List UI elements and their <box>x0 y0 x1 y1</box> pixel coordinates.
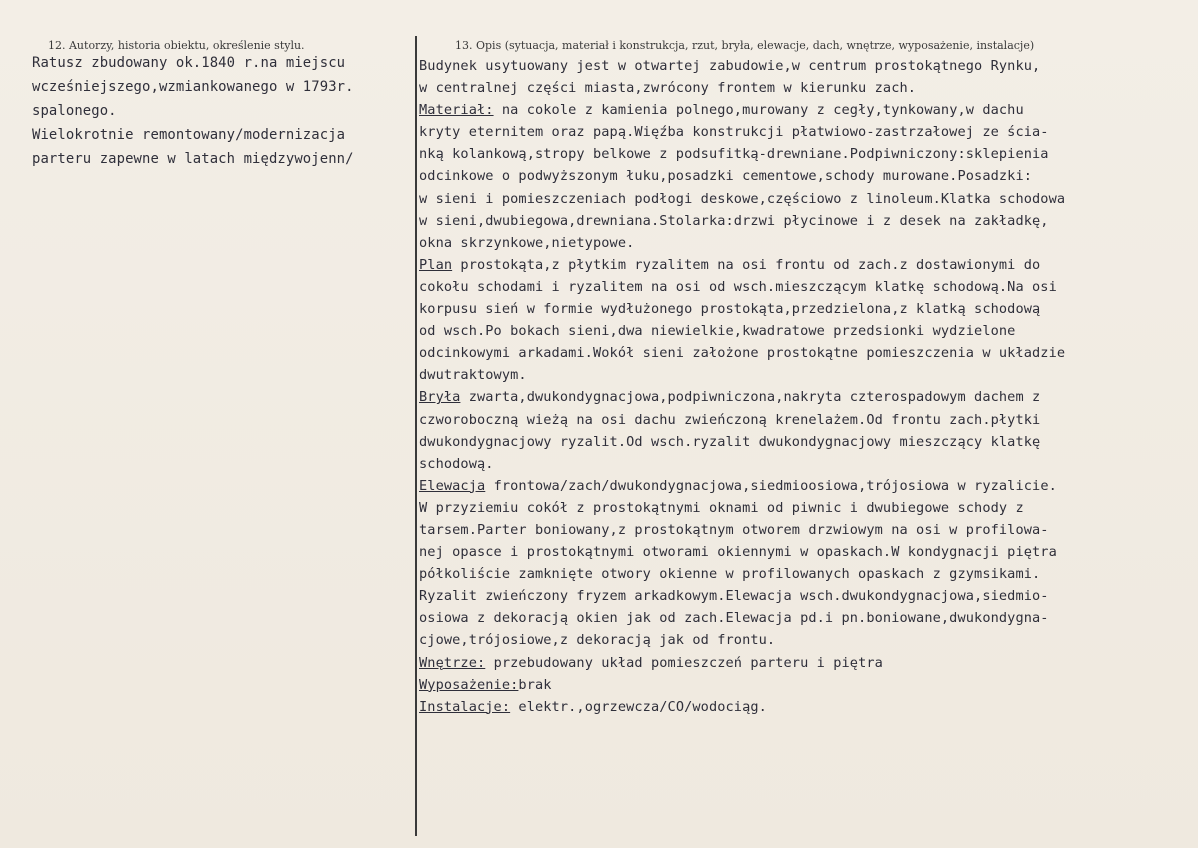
line-text: nką kolankową,stropy belkowe z podsufitką-drewniane.Podpiwniczony:sklepienia <box>419 146 1049 163</box>
description-text-line <box>419 188 1198 210</box>
description-text-line <box>419 276 1198 298</box>
description-text-line <box>419 519 1198 541</box>
description-text-line <box>419 652 1198 674</box>
line-text: półkoliście zamknięte otwory okienne w profilowanych opaskach z gzymsikami. <box>419 566 1041 583</box>
description-text-line <box>419 165 1198 187</box>
description-text-line <box>419 364 1198 386</box>
description-text-line <box>419 431 1198 453</box>
line-text: na cokole z kamienia polnego,murowany z cegły,tynkowany,w dachu <box>493 102 1024 119</box>
description-text-line <box>419 342 1198 364</box>
column-divider <box>415 36 417 836</box>
history-text-line: wcześniejszego,wzmiankowanego w 1793r. <box>32 79 354 96</box>
description-column <box>419 55 1198 718</box>
line-text: elektr.,ogrzewcza/CO/wodociąg. <box>510 698 767 715</box>
section-12-header: 12. Autorzy, historia obiektu, określenie stylu. <box>48 39 305 52</box>
description-text-line <box>419 143 1198 165</box>
line-text: kryty eternitem oraz papą.Więźba konstrukcji płatwiowo-zastrzałowej ze ścia- <box>419 124 1049 141</box>
line-text: korpusu sień w formie wydłużonego prostokąta,przedzielona,z klatką schodową <box>419 301 1041 318</box>
description-text-line <box>419 607 1198 629</box>
description-text-line <box>419 674 1198 696</box>
line-text: cokołu schodami i ryzalitem na osi od wsch.mieszczącym klatkę schodową.Na osi <box>419 278 1057 295</box>
section-label: Materiał: <box>419 102 494 119</box>
line-text: okna skrzynkowe,nietypowe. <box>419 234 635 251</box>
description-text-line <box>419 77 1198 99</box>
line-text: przebudowany układ pomieszczeń parteru i piętra <box>485 654 883 671</box>
line-text: Ryzalit zwieńczony fryzem arkadkowym.Elewacja wsch.dwukondygnacjowa,siedmio- <box>419 588 1049 605</box>
history-text-line: Wielokrotnie remontowany/modernizacja <box>32 127 346 144</box>
section-label: Plan <box>419 256 453 273</box>
line-text: nej opasce i prostokątnymi otworami okiennymi w opaskach.W kondygnacji piętra <box>419 544 1057 561</box>
line-text: dwutraktowym. <box>419 367 527 384</box>
description-text-line <box>419 210 1198 232</box>
section-label: Wyposażenie: <box>419 676 519 693</box>
history-column <box>32 51 412 171</box>
description-text-line <box>419 629 1198 651</box>
description-text-line <box>419 696 1198 718</box>
description-text-line <box>419 475 1198 497</box>
line-text: cjowe,trójosiowe,z dekoracją jak od frontu. <box>419 632 776 649</box>
description-text-line <box>419 254 1198 276</box>
description-text-line <box>419 453 1198 475</box>
line-text: w sieni,dwubiegowa,drewniana.Stolarka:drzwi płycinowe i z desek na zakładkę, <box>419 212 1049 229</box>
line-text: od wsch.Po bokach sieni,dwa niewielkie,kwadratowe przedsionki wydzielone <box>419 323 1016 340</box>
line-text: tarsem.Parter boniowany,z prostokątnym otworem drzwiowym na osi w profilowa- <box>419 521 1049 538</box>
line-text: odcinkowymi arkadami.Wokół sieni założone prostokątne pomieszczenia w układzie <box>419 345 1066 362</box>
line-text: schodową. <box>419 455 494 472</box>
line-text: zwarta,dwukondygnacjowa,podpiwniczona,nakryta czterospadowym dachem z <box>460 389 1041 406</box>
line-text: frontowa/zach/dwukondygnacjowa,siedmioosiowa,trójosiowa w ryzalicie. <box>485 477 1057 494</box>
description-text-line <box>419 497 1198 519</box>
history-text-line: Ratusz zbudowany ok.1840 r.na miejscu <box>32 55 346 71</box>
description-text-line <box>419 585 1198 607</box>
line-text: w sieni i pomieszczeniach podłogi deskowe,częściowo z linoleum.Klatka schodowa <box>419 190 1066 207</box>
line-text: osiowa z dekoracją okien jak od zach.Elewacja pd.i pn.boniowane,dwukondygna- <box>419 610 1049 627</box>
line-text: W przyziemiu cokół z prostokątnymi oknami od piwnic i dwubiegowe schody z <box>419 499 1024 516</box>
description-text-line <box>419 541 1198 563</box>
section-label: Bryła <box>419 389 461 406</box>
line-text: brak <box>518 676 552 693</box>
section-13-header: 13. Opis (sytuacja, materiał i konstrukcja, rzut, bryła, elewacje, dach, wnętrze, wyposażenie, instalacje) <box>455 39 1035 52</box>
description-text-line <box>419 320 1198 342</box>
line-text: Budynek usytuowany jest w otwartej zabudowie,w centrum prostokątnego Rynku, <box>419 58 1041 74</box>
section-label: Wnętrze: <box>419 654 486 671</box>
description-text-line <box>419 232 1198 254</box>
description-text-line <box>419 99 1198 121</box>
description-text-line <box>419 386 1198 408</box>
line-text: dwukondygnacjowy ryzalit.Od wsch.ryzalit dwukondygnacjowy mieszczący klatkę <box>419 433 1041 450</box>
history-text-line: spalonego. <box>32 103 117 120</box>
line-text: czworoboczną wieżą na osi dachu zwieńczoną krenelażem.Od frontu zach.płytki <box>419 411 1041 428</box>
description-text-line <box>419 563 1198 585</box>
history-text-line: parteru zapewne w latach międzywojenn/ <box>32 151 354 168</box>
description-text-line <box>419 55 1198 77</box>
description-text-line <box>419 298 1198 320</box>
section-label: Elewacja <box>419 477 486 494</box>
line-text: odcinkowe o podwyższonym łuku,posadzki cementowe,schody murowane.Posadzki: <box>419 168 1033 185</box>
line-text: prostokąta,z płytkim ryzalitem na osi frontu od zach.z dostawionymi do <box>452 256 1041 273</box>
description-text-line <box>419 121 1198 143</box>
description-text-line <box>419 409 1198 431</box>
section-label: Instalacje: <box>419 698 511 715</box>
line-text: w centralnej części miasta,zwrócony frontem w kierunku zach. <box>419 80 917 97</box>
